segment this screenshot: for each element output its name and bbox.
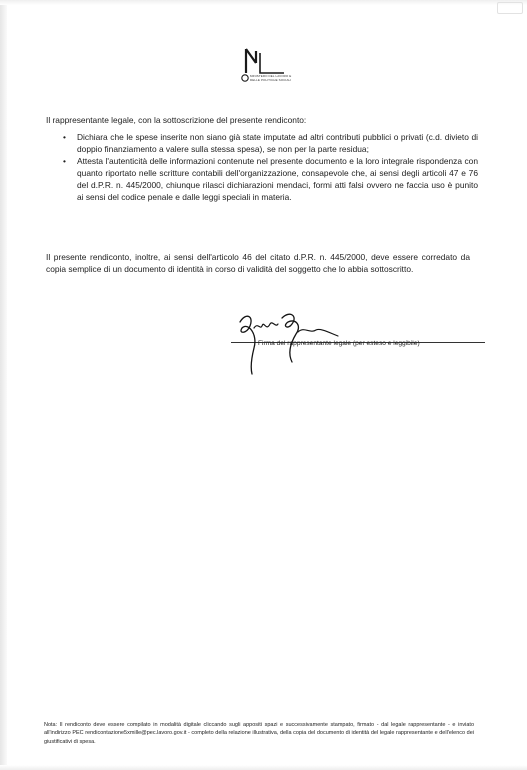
signature-caption: Firma del rappresentante legale (per esteso e leggibile) [258,340,420,347]
closing-paragraph: Il presente rendiconto, inoltre, ai sensi dell'articolo 46 del citato d.P.R. n. 445/2000, deve essere corredato da copia semplice di un documento di identità in corso di validità del soggetto che lo abbia sottoscritto. [46,252,470,274]
scan-left-edge [0,0,7,770]
list-item-text: Attesta l'autenticità delle informazioni contenute nel presente documento e la loro integrale rispondenza con quanto riportato nelle scritture contabili dell'organizzazione, consapevole che, ai sensi degli articoli 47 e 76 del d.P.R. n. 445/2000, chiunque rilasci dichiarazioni mendaci, formi atti falsi ovvero ne faccia uso è punito ai sensi del codice penale e dalle leggi speciali in materia. [77,156,478,202]
list-item [60,131,478,155]
intro-text: Il rappresentante legale, con la sottoscrizione del presente rendiconto: [46,115,307,125]
list-item-text: Dichiara che le spese inserite non siano già state imputate ad altri contributi pubblici o privati (c.d. divieto di doppio finanziamento a valere sulla stessa spesa), se non per la parte residua; [77,132,478,154]
scan-top-edge [0,0,527,5]
scan-corner-mark [497,2,523,14]
bullet-icon: • [63,132,66,142]
scan-bottom-edge [0,765,527,770]
list-item [60,155,478,203]
bullet-icon: • [63,156,66,166]
footnote: Nota: Il rendiconto deve essere compilato in modalità digitale cliccando sugli appositi spazi e successivamente stampato, firmato - dal legale rappresentante - e inviato all'indirizzo PEC rendicontazione5xmille@pec.lavoro.gov.it - completo della relazione illustrativa, della copia del documento di identità del legale rappresentante e dell'elenco dei giustificativi di spesa. [44,722,474,745]
declaration-list [60,131,478,203]
ministry-logo-caption: MINISTERO DEL LAVORO E DELLE POLITICHE SOCIALI [250,74,292,82]
handwritten-signature [232,308,342,380]
